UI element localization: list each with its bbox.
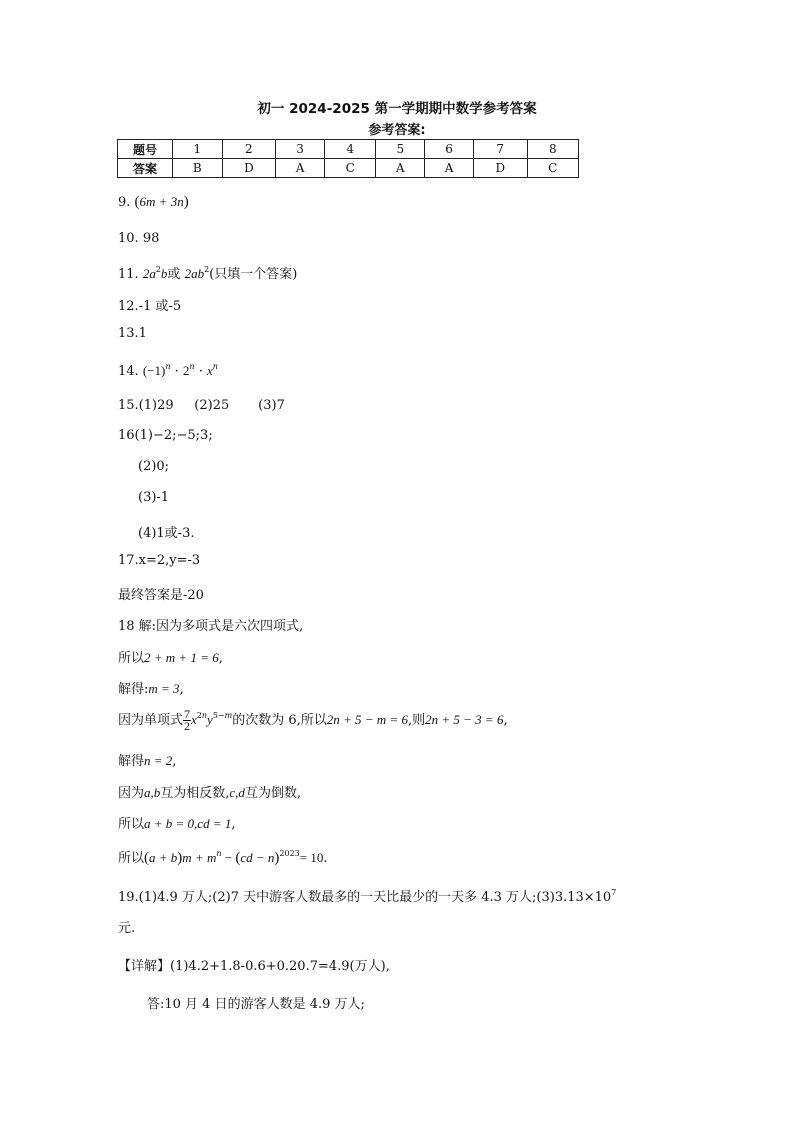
table-cell-number: 8 — [527, 140, 578, 159]
answer-16-part-4: (4)1或-3. — [138, 526, 195, 541]
answer-13: 13.1 — [118, 326, 147, 341]
table-cell-answer: C — [527, 159, 578, 178]
answer-19-unit: 元. — [118, 921, 136, 936]
answer-note: (只填一个答案) — [209, 267, 298, 282]
answer-16-part-3: (3)-1 — [138, 490, 170, 505]
table-cell-answer: C — [324, 159, 375, 178]
answer-expression: 6m + 3n — [139, 194, 184, 209]
table-cell-number: 2 — [222, 140, 276, 159]
table-header-label: 题号 — [118, 140, 173, 159]
table-cell-answer: A — [425, 159, 474, 178]
answer-16-part-2: (2)0; — [138, 459, 170, 474]
answer-16-part-1: 16(1)−2;−5;3; — [118, 428, 213, 443]
table-cell-number: 3 — [276, 140, 325, 159]
answer-18-step-6: 所以a + b = 0,cd = 1, — [118, 816, 236, 832]
question-number: 14. — [118, 364, 139, 379]
answer-18-step-1: 所以2 + m + 1 = 6, — [118, 650, 223, 666]
page-subtitle: 参考答案: — [368, 123, 426, 138]
answer-18-step-5: 因为a,b互为相反数,c,d互为倒数, — [118, 785, 302, 801]
answer-table — [117, 139, 579, 178]
answer-18-step-3: 因为单项式 $\frac{7}{2}$ $x^{2n}y^{5-m}$的次数为 6,所以2n + 5 − m = 6,则2n + 5 − 3 = 6, — [118, 707, 508, 733]
answer-15: 15.(1)29 (2)25 (3)7 — [118, 398, 285, 413]
table-cell-number: 5 — [376, 140, 425, 159]
table-row-answers — [118, 159, 579, 178]
answer-9: 9. (6m + 3n) — [118, 194, 189, 210]
table-answer-label: 答案 — [118, 159, 173, 178]
answer-18-step-2: 解得:m = 3, — [118, 681, 184, 697]
table-cell-number: 4 — [324, 140, 375, 159]
answer-17-final: 最终答案是-20 — [118, 588, 204, 603]
answer-10 — [118, 231, 159, 246]
table-cell-number: 7 — [473, 140, 527, 159]
answer-18-step-7: 所以$(a + b)m + m^n - (cd - n)^{2023}= 10$. — [118, 849, 328, 866]
table-cell-answer: D — [222, 159, 276, 178]
table-row-numbers — [118, 140, 579, 159]
answer-17: 17.x=2,y=-3 — [118, 553, 201, 568]
answer-18-intro: 18 解:因为多项式是六次四项式, — [118, 619, 304, 634]
table-cell-number: 6 — [425, 140, 474, 159]
answer-19-detail: 【详解】(1)4.2+1.8-0.6+0.20.7=4.9(万人), — [118, 959, 390, 974]
table-cell-answer: B — [173, 159, 223, 178]
table-cell-answer: D — [473, 159, 527, 178]
answer-19-detail-answer: 答:10 月 4 日的游客人数是 4.9 万人; — [147, 997, 365, 1012]
answer-18-step-4: 解得n = 2, — [118, 753, 177, 769]
detail-label: 【详解】 — [118, 959, 171, 974]
table-cell-answer: A — [376, 159, 425, 178]
answer-19: 19.(1)4.9 万人;(2)7 天中游客人数最多的一天比最少的一天多 4.3 万人$;(3)3.13\times 10^7$ — [118, 888, 617, 905]
answer-14: 14. $(-1)^n \cdot 2^n \cdot x^n$ — [118, 362, 218, 379]
answer-12: 12.-1 或-5 — [118, 299, 182, 314]
question-number: 11. — [118, 267, 139, 282]
question-number: 10. — [118, 231, 139, 246]
answer-text: 98 — [142, 231, 160, 246]
answer-11: 11. $2a^2b$或 $2ab^2$(只填一个答案) — [118, 265, 298, 282]
question-number: 9. — [118, 195, 131, 210]
table-cell-number: 1 — [173, 140, 223, 159]
table-cell-answer: A — [276, 159, 325, 178]
page-title: 初一 2024-2025 第一学期期中数学参考答案 — [257, 101, 537, 117]
fraction: $\frac{7}{2}$ — [184, 707, 191, 733]
